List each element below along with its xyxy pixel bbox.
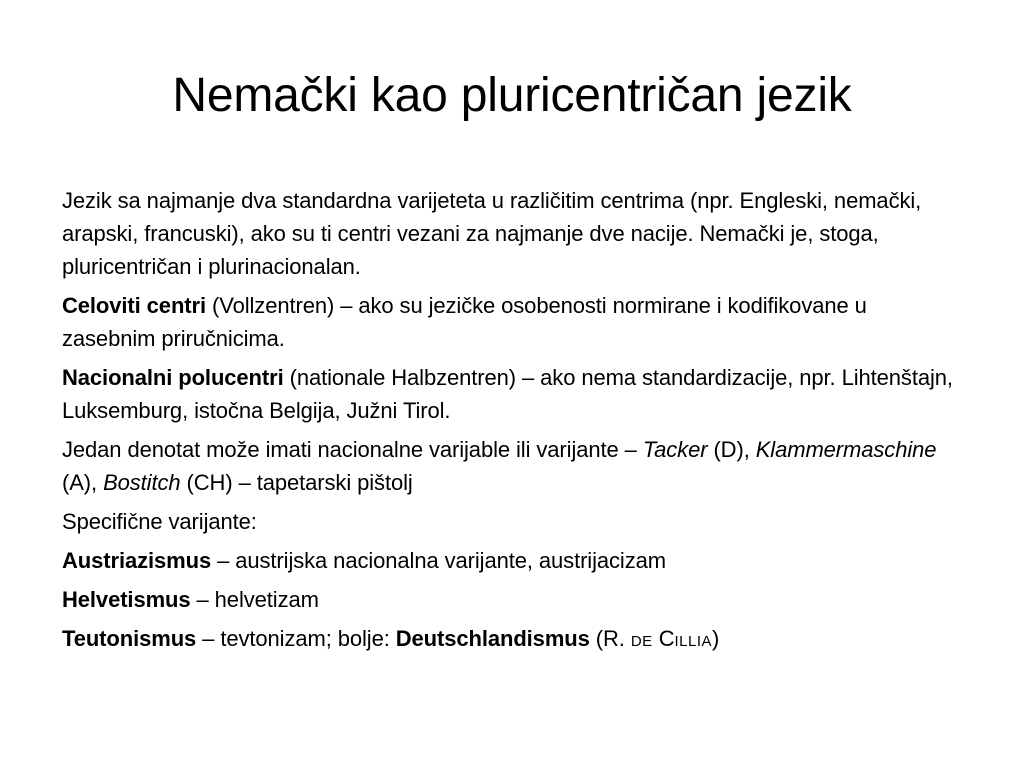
text-denotat-c: (A), bbox=[62, 470, 104, 495]
text-denotat-b: (D), bbox=[707, 437, 756, 462]
paragraph-teutonismus bbox=[62, 622, 962, 658]
term-nacionalni-polucentri: Nacionalni polucentri bbox=[62, 365, 284, 390]
paragraph-nacionalni-polucentri bbox=[62, 361, 962, 427]
text-austriazismus: – austrijska nacionalna varijante, austrijacizam bbox=[211, 548, 666, 573]
term-klammermaschine: Klammermaschine bbox=[755, 437, 937, 462]
text-citation-close: ) bbox=[712, 626, 720, 651]
text-citation-de: DE bbox=[630, 633, 653, 650]
term-austriazismus: Austriazismus bbox=[62, 548, 212, 573]
slide-body bbox=[62, 184, 962, 664]
text-denotat-a: Jedan denotat može imati nacionalne varijable ili varijante – bbox=[62, 437, 643, 462]
text-helvetismus: – helvetizam bbox=[190, 587, 319, 612]
text-denotat-d: (CH) – tapetarski pištolj bbox=[180, 470, 413, 495]
term-helvetismus: Helvetismus bbox=[62, 587, 191, 612]
text-citation-illia: ILLIA bbox=[674, 633, 713, 650]
term-deutschlandismus: Deutschlandismus bbox=[395, 626, 590, 651]
paragraph-austriazismus bbox=[62, 544, 962, 577]
paragraph-celoviti-centri bbox=[62, 289, 962, 355]
text-celoviti-centri: (Vollzentren) – ako su jezičke osobenosti normirane i kodifikovane u zasebnim priručnicima. bbox=[62, 293, 867, 351]
term-teutonismus: Teutonismus bbox=[62, 626, 197, 651]
term-tacker: Tacker bbox=[642, 437, 708, 462]
paragraph-specificne-varijante: Specifične varijante: bbox=[62, 509, 257, 534]
text-teutonismus-mid: – tevtonizam; bolje: bbox=[196, 626, 396, 651]
text-citation-c: C bbox=[658, 626, 675, 651]
text-citation-open: (R. bbox=[589, 626, 631, 651]
paragraph-helvetismus bbox=[62, 583, 962, 616]
slide-title: Nemački kao pluricentričan jezik bbox=[172, 69, 852, 122]
text-nacionalni-polucentri: (nationale Halbzentren) – ako nema standardizacije, npr. Lihtenštajn, Luksemburg, istočna Belgija, Južni Tirol. bbox=[62, 365, 953, 423]
paragraph-definition: Jezik sa najmanje dva standardna varijeteta u različitim centrima (npr. Engleski, nemački, arapski, francuski), ako su ti centri vezani za najmanje dve nacije. Nemački je, stoga, pluricentričan i plurinacionalan. bbox=[62, 188, 922, 279]
term-celoviti-centri: Celoviti centri bbox=[62, 293, 206, 318]
paragraph-denotat bbox=[62, 433, 962, 499]
term-bostitch: Bostitch bbox=[103, 470, 181, 495]
